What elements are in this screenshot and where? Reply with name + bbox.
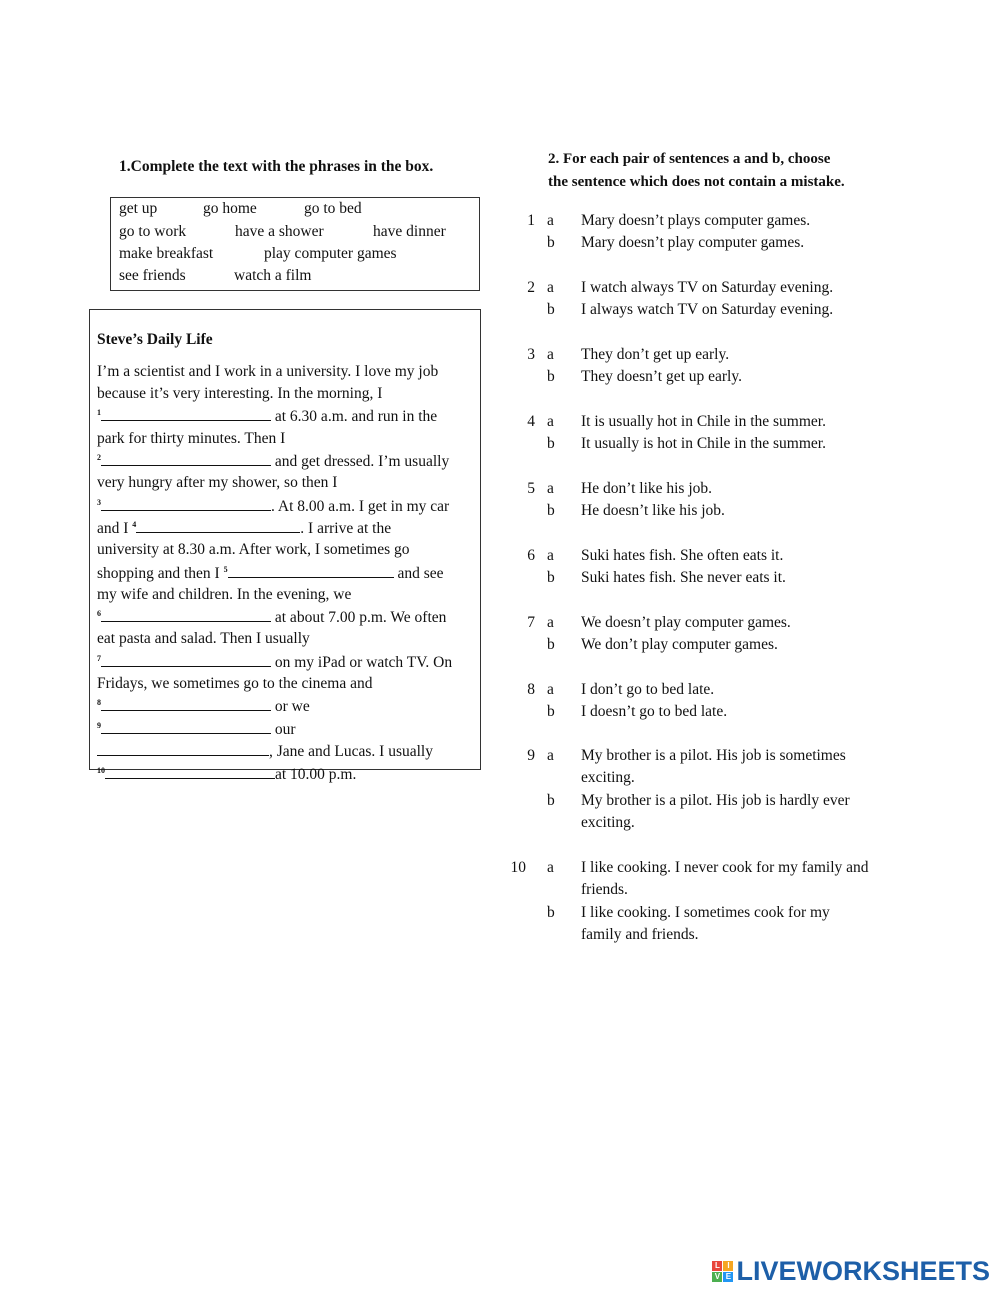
- blank-number: 9: [97, 720, 101, 730]
- option-sentence[interactable]: I like cooking. I sometimes cook for my: [581, 904, 830, 921]
- story-line: [97, 563, 444, 584]
- question-number: 2: [527, 279, 535, 296]
- blank-number: 3: [97, 497, 101, 507]
- story-text: . At 8.00 a.m. I get in my car: [271, 498, 450, 515]
- option-letter-b[interactable]: b: [547, 368, 555, 385]
- option-letter-b[interactable]: b: [547, 569, 555, 586]
- answer-blank-9[interactable]: [101, 719, 271, 734]
- phrase: have dinner: [373, 223, 446, 240]
- option-sentence[interactable]: He doesn’t like his job.: [581, 502, 725, 519]
- story-text: on my iPad or watch TV. On: [274, 654, 453, 671]
- option-sentence[interactable]: My brother is a pilot. His job is hardly ever: [581, 792, 850, 809]
- option-sentence[interactable]: I like cooking. I never cook for my family and: [581, 859, 869, 876]
- story-text: our: [274, 721, 296, 738]
- story-text: at 10.00 p.m.: [275, 766, 357, 783]
- option-sentence[interactable]: family and friends.: [581, 926, 699, 943]
- option-sentence[interactable]: exciting.: [581, 814, 635, 831]
- question-number: 4: [527, 413, 535, 430]
- option-sentence[interactable]: My brother is a pilot. His job is sometimes: [581, 747, 846, 764]
- story-text: and get dressed. I’m usually: [274, 453, 450, 470]
- story-line: very hungry after my shower, so then I: [97, 474, 338, 491]
- option-sentence[interactable]: He don’t like his job.: [581, 480, 713, 497]
- option-letter-a[interactable]: a: [547, 279, 554, 296]
- phrase: make breakfast: [119, 245, 214, 262]
- phrase: have a shower: [235, 223, 324, 240]
- story-line: because it’s very interesting. In the morning, I: [97, 385, 383, 402]
- logo-mark-square: I: [723, 1261, 733, 1271]
- logo-mark-icon: [712, 1261, 733, 1282]
- phrase: go to work: [119, 223, 187, 240]
- phrase: go home: [203, 200, 257, 217]
- blank-number: 5: [223, 564, 228, 574]
- blank-number: 4: [132, 519, 137, 529]
- option-sentence[interactable]: We doesn’t play computer games.: [581, 614, 791, 631]
- phrase: get up: [119, 200, 158, 217]
- answer-blank-7[interactable]: [101, 652, 271, 667]
- phrase-row: [119, 223, 446, 241]
- option-sentence[interactable]: They don’t get up early.: [581, 346, 730, 363]
- answer-blank-1[interactable]: [101, 406, 271, 421]
- option-letter-a[interactable]: a: [547, 614, 554, 631]
- option-sentence[interactable]: We don’t play computer games.: [581, 636, 778, 653]
- option-letter-b[interactable]: b: [547, 703, 555, 720]
- answer-blank-10[interactable]: [105, 764, 275, 779]
- option-sentence[interactable]: I always watch TV on Saturday evening.: [581, 301, 834, 318]
- question-number: 6: [527, 547, 535, 564]
- phrase-row: [119, 245, 397, 263]
- story-text: or we: [274, 698, 310, 715]
- option-letter-a[interactable]: a: [547, 346, 554, 363]
- option-sentence[interactable]: friends.: [581, 881, 628, 898]
- question-number: 9: [527, 747, 535, 764]
- story-text: at 6.30 a.m. and run in the: [274, 408, 438, 425]
- option-letter-b[interactable]: b: [547, 904, 555, 921]
- option-sentence[interactable]: Mary doesn’t plays computer games.: [581, 212, 811, 229]
- phrase-row: [119, 200, 362, 218]
- question-number: 3: [527, 346, 535, 363]
- blank-number: 7: [97, 653, 101, 663]
- answer-blank-8[interactable]: [101, 696, 271, 711]
- logo-mark-square: V: [712, 1272, 722, 1282]
- story-text: at about 7.00 p.m. We often: [274, 609, 447, 626]
- answer-blank-9b[interactable]: [97, 741, 269, 756]
- story-line: [97, 451, 449, 472]
- phrase: watch a film: [234, 267, 312, 284]
- story-text: and see: [397, 565, 444, 582]
- phrase: go to bed: [304, 200, 362, 217]
- answer-blank-3[interactable]: [101, 496, 271, 511]
- story-line: [97, 406, 437, 427]
- story-line: [97, 518, 391, 539]
- story-line: [97, 719, 296, 740]
- option-letter-b[interactable]: b: [547, 502, 555, 519]
- logo-mark-square: E: [723, 1272, 733, 1282]
- story-line: my wife and children. In the evening, we: [97, 586, 352, 603]
- blank-number: 8: [97, 697, 101, 707]
- phrase: play computer games: [264, 245, 397, 262]
- question-number: 1: [527, 212, 535, 229]
- story-line: university at 8.30 a.m. After work, I sometimes go: [97, 541, 410, 558]
- answer-blank-6[interactable]: [101, 607, 271, 622]
- question-number: 10: [510, 859, 526, 876]
- story-line: Fridays, we sometimes go to the cinema and: [97, 675, 373, 692]
- option-sentence[interactable]: Suki hates fish. She never eats it.: [581, 569, 786, 586]
- option-sentence[interactable]: I watch always TV on Saturday evening.: [581, 279, 834, 296]
- option-letter-a[interactable]: a: [547, 747, 554, 764]
- question-number: 5: [527, 480, 535, 497]
- blank-number: 2: [97, 452, 101, 462]
- story-line: I’m a scientist and I work in a university. I love my job: [97, 363, 439, 380]
- option-sentence[interactable]: I don’t go to bed late.: [581, 681, 715, 698]
- answer-blank-5[interactable]: [228, 563, 394, 578]
- story-line: eat pasta and salad. Then I usually: [97, 630, 310, 647]
- option-letter-a[interactable]: a: [547, 413, 554, 430]
- option-sentence[interactable]: Mary doesn’t play computer games.: [581, 234, 805, 251]
- option-sentence[interactable]: They doesn’t get up early.: [581, 368, 742, 385]
- logo-text: LIVEWORKSHEETS: [736, 1255, 990, 1286]
- option-sentence[interactable]: I doesn’t go to bed late.: [581, 703, 728, 720]
- option-letter-a[interactable]: a: [547, 859, 554, 876]
- option-letter-b[interactable]: b: [547, 792, 555, 809]
- exercise2-title-line: the sentence which does not contain a mistake.: [548, 174, 845, 190]
- option-letter-a[interactable]: a: [547, 681, 554, 698]
- story-line: park for thirty minutes. Then I: [97, 430, 286, 447]
- option-letter-b[interactable]: b: [547, 234, 555, 251]
- exercise2-title-line: 2. For each pair of sentences a and b, choose: [548, 151, 831, 167]
- answer-blank-4[interactable]: [136, 518, 300, 533]
- phrase: see friends: [119, 267, 186, 284]
- phrase-row: [119, 267, 311, 285]
- option-letter-b[interactable]: b: [547, 636, 555, 653]
- option-sentence[interactable]: exciting.: [581, 769, 635, 786]
- exercise2-title: [548, 148, 928, 194]
- story-line: [97, 652, 452, 673]
- option-letter-a[interactable]: a: [547, 480, 554, 497]
- question-number: 7: [527, 614, 535, 631]
- option-sentence[interactable]: Suki hates fish. She often eats it.: [581, 547, 784, 564]
- blank-number: 6: [97, 608, 101, 618]
- story-text: shopping and then I: [97, 565, 220, 582]
- blank-number: 10: [97, 765, 105, 775]
- option-letter-b[interactable]: b: [547, 435, 555, 452]
- story-line: [97, 764, 356, 785]
- story-line: [97, 607, 446, 628]
- story-title: Steve’s Daily Life: [97, 331, 213, 348]
- option-letter-a[interactable]: a: [547, 212, 554, 229]
- exercise1-title: 1.Complete the text with the phrases in the box.: [119, 158, 434, 175]
- liveworksheets-logo: [712, 1257, 990, 1285]
- story-line: [97, 696, 310, 717]
- question-number: 8: [527, 681, 535, 698]
- phrase-box: [110, 197, 480, 291]
- option-sentence[interactable]: It is usually hot in Chile in the summer.: [581, 413, 826, 430]
- story-text: , Jane and Lucas. I usually: [269, 743, 433, 760]
- blank-number: 1: [97, 407, 101, 417]
- story-text: . I arrive at the: [300, 520, 392, 537]
- story-line: [97, 496, 449, 517]
- logo-mark-square: L: [712, 1261, 722, 1271]
- option-letter-a[interactable]: a: [547, 547, 554, 564]
- option-sentence[interactable]: It usually is hot in Chile in the summer.: [581, 435, 826, 452]
- answer-blank-2[interactable]: [101, 451, 271, 466]
- story-line: [97, 741, 433, 762]
- story-text: and I: [97, 520, 129, 537]
- option-letter-b[interactable]: b: [547, 301, 555, 318]
